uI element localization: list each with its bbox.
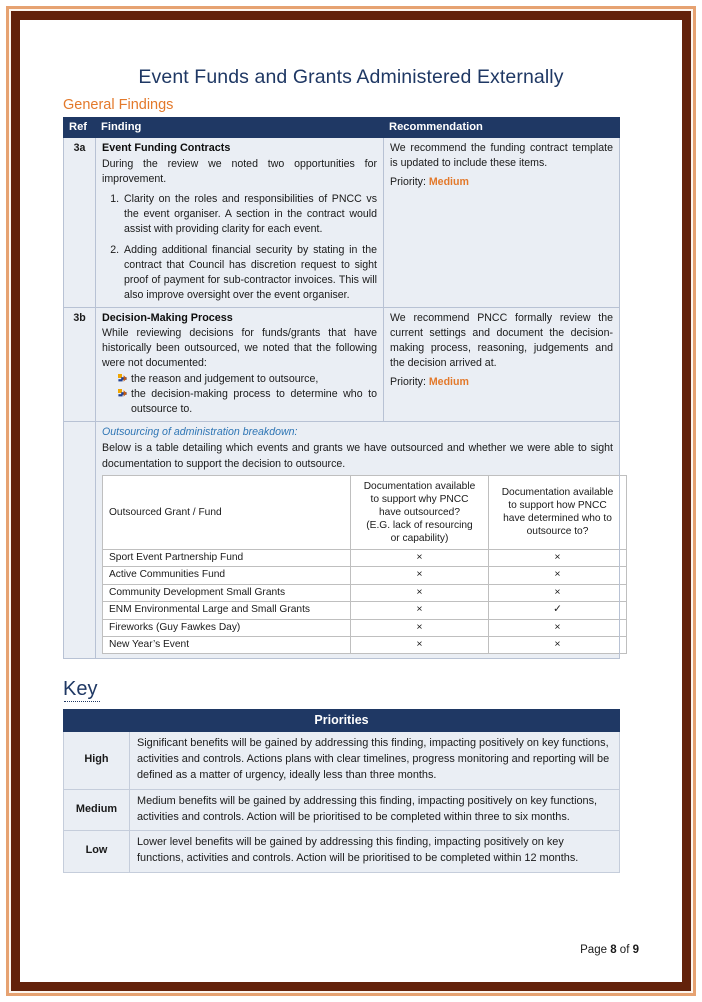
finding-title: Decision-Making Process (102, 311, 233, 324)
row-finding-3b (96, 307, 384, 422)
column-header-who-outsourced-to (489, 475, 627, 549)
status-badge-low: Low (64, 831, 130, 873)
cross-icon: × (489, 619, 627, 636)
list-item-label: the decision-making process to determine who to outsource to. (131, 388, 377, 416)
header-line: to support how PNCC (508, 500, 607, 512)
page-border-outer (6, 6, 696, 996)
breakdown-intro: Below is a table detailing which events and grants we have outsourced and whether we were able to sight documentation to support the decision to outsource. (102, 442, 613, 470)
status-badge-medium: Medium (64, 789, 130, 831)
priority-line (390, 175, 613, 190)
header-line: Documentation available (363, 480, 476, 492)
row-finding-3a (96, 138, 384, 308)
cross-icon: × (351, 636, 489, 653)
page-title: Event Funds and Grants Administered Externally (138, 66, 564, 88)
status-badge: Medium (428, 176, 469, 189)
cross-icon: × (489, 567, 627, 584)
header-line: to support why PNCC (370, 493, 469, 505)
footer-current-page: 8 (610, 944, 617, 956)
key-header-row (64, 710, 620, 732)
cross-icon: × (489, 636, 627, 653)
cross-icon: × (489, 549, 627, 566)
column-header-priorities: Priorities (64, 710, 620, 732)
list-item-label: the reason and judgement to outsource, (131, 373, 319, 386)
cross-icon: × (351, 567, 489, 584)
footer-total-pages: 9 (632, 944, 639, 956)
priorities-key-table (63, 709, 620, 873)
cross-icon: × (489, 584, 627, 601)
footer-prefix: Page (580, 944, 611, 956)
table-row (64, 732, 620, 789)
table-row (103, 602, 627, 619)
table-row (103, 549, 627, 566)
header-line: have determined who to (503, 513, 612, 525)
grant-name: ENM Environmental Large and Small Grants (103, 602, 351, 619)
page-border-inner (11, 11, 691, 991)
cross-icon: × (351, 619, 489, 636)
column-header-recommendation: Recommendation (384, 118, 620, 138)
findings-header-row (64, 118, 620, 138)
table-row (103, 619, 627, 636)
finding-intro: During the review we noted two opportunities for improvement. (102, 157, 377, 185)
table-row (64, 138, 620, 308)
list-item: 1. Clarity on the roles and responsibilities of PNCC vs the event organiser. A section in the contract would assist with providing clarity for each event. (122, 192, 377, 237)
grant-name: Active Communities Fund (103, 567, 351, 584)
list-item (118, 372, 377, 387)
grant-name: New Year’s Event (103, 636, 351, 653)
arrow-down-bullet-icon (118, 389, 127, 399)
grant-name: Community Development Small Grants (103, 584, 351, 601)
priority-label: Priority: (390, 376, 429, 389)
status-badge: Medium (428, 376, 469, 389)
table-row (64, 422, 620, 659)
finding-bullet-list (102, 372, 377, 417)
priority-description-medium: Medium benefits will be gained by addressing this finding, impacting positively on key functions, activities and controls. Action will be prioritised to be completed within three to six months. (130, 789, 620, 831)
table-row (64, 789, 620, 831)
priority-label: Priority: (390, 176, 429, 189)
finding-title: Event Funding Contracts (102, 142, 231, 155)
status-badge-high: High (64, 732, 130, 789)
priority-line (390, 375, 613, 390)
header-line: Documentation available (501, 487, 614, 499)
outsourcing-breakdown-cell (96, 422, 620, 659)
recommendation-text: We recommend PNCC formally review the current settings and document the decision-making process, reasoning, judgements and the decision arrived at. (390, 311, 613, 370)
key-heading-underline (64, 701, 100, 702)
finding-intro: While reviewing decisions for funds/grants that have historically been outsourced, we noted that the following were not documented: (102, 327, 377, 370)
header-line: have outsourced? (379, 506, 460, 518)
column-header-finding: Finding (96, 118, 384, 138)
header-line: or capability) (390, 532, 449, 544)
footer-middle: of (616, 944, 633, 956)
list-item (118, 387, 377, 417)
table-row (103, 567, 627, 584)
table-row (103, 584, 627, 601)
finding-numbered-list (102, 192, 377, 303)
column-header-why-outsourced (351, 475, 489, 549)
row-recommendation-3b (384, 307, 620, 422)
page-content (20, 20, 682, 982)
breakdown-title: Outsourcing of administration breakdown: (102, 426, 298, 439)
check-icon: ✓ (489, 602, 627, 619)
footer-page-number (580, 944, 639, 956)
grant-name: Fireworks (Guy Fawkes Day) (103, 619, 351, 636)
priority-description-high: Significant benefits will be gained by addressing this finding, impacting positively on key functions, activities and controls. Actions plans with clear timelines, progress monitoring and reporting will be defined as a matter of urgency, ideally less than three months. (130, 732, 620, 789)
section-heading-general-findings: General Findings (63, 97, 174, 114)
row-recommendation-3a (384, 138, 620, 308)
cross-icon: × (351, 549, 489, 566)
column-header-outsourced-grant-fund: Outsourced Grant / Fund (103, 475, 351, 549)
table-row (64, 307, 620, 422)
list-item: 2. Adding additional financial security by stating in the contract that Council has discretion request to sight proof of payment for sub-contractor invoices. This will also improve oversight over the event organiser. (122, 243, 377, 303)
key-section-heading: Key (63, 678, 98, 701)
table-row (103, 636, 627, 653)
arrow-down-bullet-icon (118, 374, 127, 384)
subtable-header-row (103, 475, 627, 549)
header-line: outsource to? (526, 526, 589, 538)
column-header-ref: Ref (64, 118, 96, 138)
general-findings-table (63, 117, 620, 659)
cross-icon: × (351, 602, 489, 619)
row-ref-3a: 3a (64, 138, 96, 308)
header-line: (E.G. lack of resourcing (366, 519, 473, 531)
outsourcing-breakdown-table (102, 475, 627, 655)
cross-icon: × (351, 584, 489, 601)
table-row (64, 831, 620, 873)
row-ref-blank (64, 422, 96, 659)
recommendation-text: We recommend the funding contract template is updated to include these items. (390, 142, 613, 170)
priority-description-low: Lower level benefits will be gained by addressing this finding, impacting positively on key functions, activities and controls. Action will be prioritised to be completed within 12 months. (130, 831, 620, 873)
row-ref-3b: 3b (64, 307, 96, 422)
grant-name: Sport Event Partnership Fund (103, 549, 351, 566)
